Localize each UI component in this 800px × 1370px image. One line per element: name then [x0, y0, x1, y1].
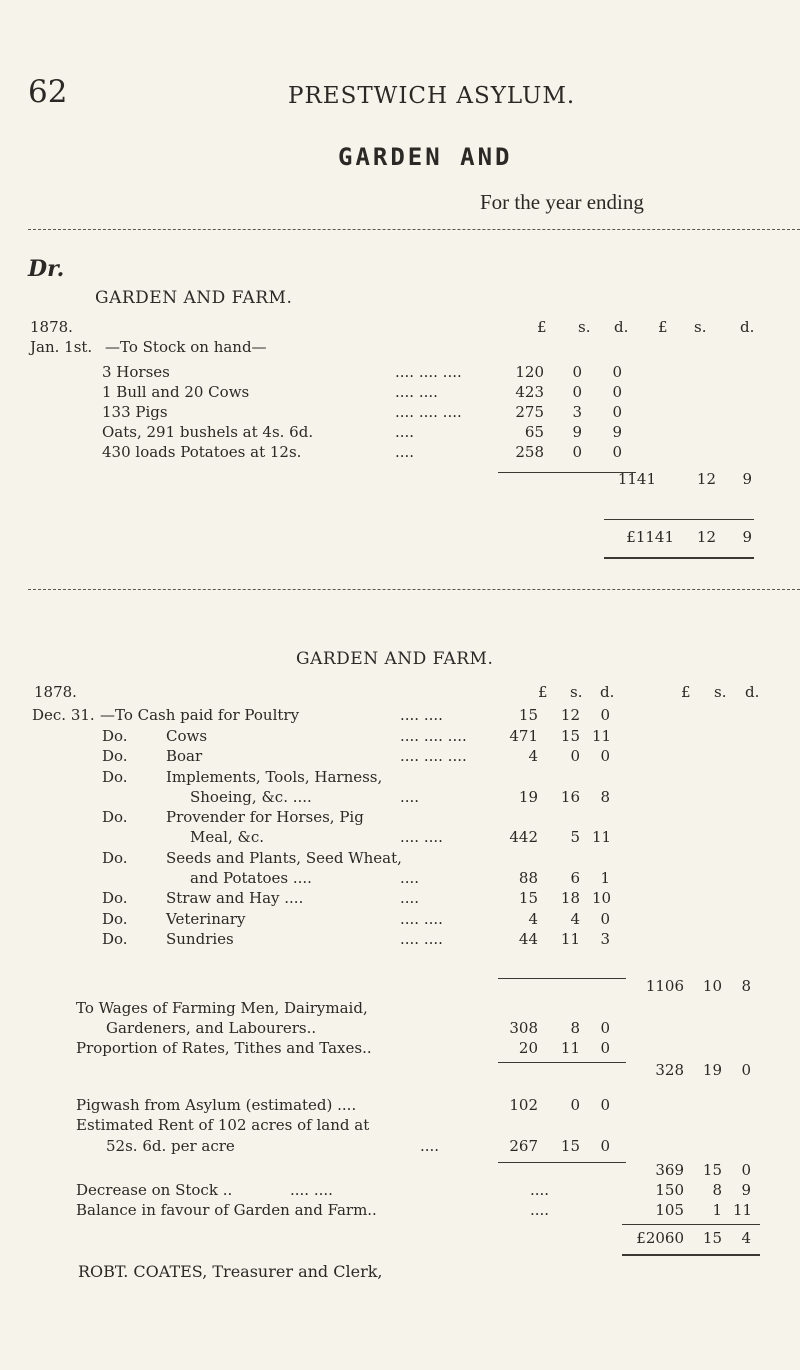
decrease-pounds: 150 — [655, 1181, 684, 1199]
cash-item-dots: .... .... — [400, 706, 443, 724]
debit-mark: Dr. — [28, 256, 65, 282]
cash-item-pounds: 15 — [518, 706, 538, 724]
cash-item-pounds: 44 — [518, 930, 538, 948]
pigwash-pence: 0 — [600, 1096, 610, 1114]
cash-item-prefix: Do. — [102, 930, 128, 948]
cash-item-prefix: Do. — [102, 808, 128, 826]
rent-pence: 0 — [600, 1137, 610, 1155]
wages-label: To Wages of Farming Men, Dairymaid, — [76, 999, 368, 1017]
cash-item-dots: .... — [400, 868, 420, 887]
col-shillings-header-2: s. — [714, 683, 727, 701]
cash-item-dots: .... .... — [400, 930, 443, 948]
cash-item-pence: 11 — [592, 828, 612, 846]
account-title: GARDEN AND — [338, 143, 513, 171]
double-rule — [604, 557, 754, 559]
wages-shillings: 8 — [570, 1019, 580, 1037]
stock-item-dots: .... .... — [395, 383, 438, 401]
cash-item-label: Cows — [166, 726, 208, 745]
stock-item-pounds: 423 — [515, 383, 544, 401]
col-pence-header: d. — [614, 318, 629, 336]
stock-item-pounds: 120 — [515, 363, 544, 381]
stock-item-pounds: 258 — [515, 443, 544, 461]
cash-item-prefix: Do. — [102, 726, 128, 745]
credit-total-pounds: £2060 — [636, 1229, 684, 1247]
cash-item-pounds: 4 — [528, 747, 538, 765]
divider — [28, 229, 800, 230]
debit-total-shillings: 12 — [696, 528, 716, 546]
credit-date: Dec. 31. — [32, 706, 95, 724]
stock-item-pence: 0 — [612, 443, 622, 461]
cash-item-shillings: 4 — [570, 909, 580, 928]
cash-item-label: Sundries — [166, 930, 234, 948]
cash-item-dots: .... .... — [400, 909, 443, 928]
rates-pence: 0 — [600, 1039, 610, 1057]
cash-item-prefix: Do. — [102, 909, 128, 928]
debit-heading: —To Stock on hand— — [105, 338, 267, 356]
credit-title: GARDEN AND FARM. — [296, 649, 494, 669]
col-shillings-header-2: s. — [694, 318, 707, 336]
cash-item-pence: 0 — [600, 706, 610, 724]
subtotal-rule — [498, 1162, 626, 1163]
pigwash-label: Pigwash from Asylum (estimated) .... — [76, 1096, 357, 1114]
col-pounds-header: £ — [537, 318, 547, 336]
pigwash-shillings: 0 — [570, 1096, 580, 1114]
decrease-pence: 9 — [741, 1181, 751, 1199]
cash-item-label-2: and Potatoes .... — [190, 868, 312, 887]
col-shillings-header: s. — [570, 683, 583, 701]
stock-item-pounds: 65 — [524, 423, 544, 441]
debit-subtotal-pounds: 1141 — [617, 470, 656, 488]
col-shillings-header: s. — [578, 318, 591, 336]
cash-item-prefix: Do. — [102, 747, 128, 765]
cash-item-pence: 8 — [600, 787, 610, 806]
credit-total-pence: 4 — [741, 1229, 751, 1247]
cash-item-shillings: 0 — [570, 747, 580, 765]
cash-item-prefix: Do. — [102, 848, 128, 867]
cash-item-pounds: 471 — [509, 726, 538, 745]
wages-subtotal-pence: 0 — [741, 1061, 751, 1079]
rates-pounds: 20 — [518, 1039, 538, 1057]
page-number: 62 — [28, 74, 68, 110]
debit-total-pence: 9 — [742, 528, 752, 546]
col-pence-header-2: d. — [745, 683, 760, 701]
col-pence-header-2: d. — [740, 318, 755, 336]
cash-item-shillings: 16 — [560, 787, 580, 806]
debit-total-pounds: £1141 — [626, 528, 674, 546]
stock-item-pence: 9 — [612, 423, 622, 441]
subtotal-rule — [498, 1062, 626, 1063]
cash-item-label: Veterinary — [166, 909, 246, 928]
cash-item-shillings: 18 — [560, 889, 580, 907]
rates-label: Proportion of Rates, Tithes and Taxes.. — [76, 1039, 372, 1057]
wages-subtotal-pounds: 328 — [655, 1061, 684, 1079]
cash-item-dots: .... .... .... — [400, 747, 467, 765]
cash-item-shillings: 5 — [570, 828, 580, 846]
stock-item-shillings: 0 — [572, 443, 582, 461]
credit-year: 1878. — [34, 683, 77, 701]
stock-item-pence: 0 — [612, 363, 622, 381]
rent-pounds: 267 — [509, 1137, 538, 1155]
stock-item-shillings: 0 — [572, 363, 582, 381]
col-pounds-header: £ — [538, 683, 548, 701]
balance-pence: 11 — [733, 1201, 753, 1219]
wages-label-2: Gardeners, and Labourers.. — [106, 1019, 317, 1037]
cash-item-pence: 1 — [600, 868, 610, 887]
stock-item-dots: .... .... .... — [395, 363, 462, 381]
subtotal-rule — [498, 978, 626, 979]
rent-subtotal-pounds: 369 — [655, 1161, 684, 1179]
cash-item-pence: 11 — [592, 726, 612, 745]
divider — [28, 589, 800, 590]
cash-subtotal-shillings: 10 — [702, 977, 722, 995]
cash-item-pounds: 442 — [509, 828, 538, 846]
cash-item-shillings: 11 — [560, 930, 580, 948]
pigwash-pounds: 102 — [509, 1096, 538, 1114]
rent-shillings: 15 — [560, 1137, 580, 1155]
stock-item-label: 430 loads Potatoes at 12s. — [102, 443, 302, 461]
cash-item-shillings: 6 — [570, 868, 580, 887]
decrease-label: Decrease on Stock .. — [76, 1181, 233, 1199]
debit-title: GARDEN AND FARM. — [95, 288, 293, 308]
credit-total-shillings: 15 — [702, 1229, 722, 1247]
stock-item-pence: 0 — [612, 403, 622, 421]
stock-item-shillings: 9 — [572, 423, 582, 441]
cash-item-pence: 0 — [600, 909, 610, 928]
stock-item-shillings: 0 — [572, 383, 582, 401]
col-pence-header: d. — [600, 683, 615, 701]
debit-year: 1878. — [30, 318, 73, 336]
stock-item-pence: 0 — [612, 383, 622, 401]
double-rule — [622, 1254, 760, 1256]
stock-item-dots: .... — [395, 423, 415, 441]
cash-item-pence: 0 — [600, 747, 610, 765]
cash-item-prefix: Do. — [102, 767, 128, 786]
wages-pounds: 308 — [509, 1019, 538, 1037]
rent-subtotal-pence: 0 — [741, 1161, 751, 1179]
cash-item-pounds: 19 — [518, 787, 538, 806]
cash-item-dots: .... — [400, 889, 420, 907]
col-pounds-header-2: £ — [658, 318, 668, 336]
cash-item-label: Boar — [166, 747, 203, 765]
cash-item-shillings: 15 — [560, 726, 580, 745]
cash-item-dots: .... .... — [400, 828, 443, 846]
cash-item-dots: .... — [400, 787, 420, 806]
cash-item-pounds: 15 — [518, 889, 538, 907]
stock-item-dots: .... — [395, 443, 415, 461]
balance-shillings: 1 — [712, 1201, 722, 1219]
cash-item-label: Seeds and Plants, Seed Wheat, — [166, 848, 402, 867]
rates-shillings: 11 — [560, 1039, 580, 1057]
decrease-mid-dots: .... — [530, 1181, 550, 1199]
stock-item-label: 133 Pigs — [102, 403, 168, 421]
stock-item-label: 3 Horses — [102, 363, 170, 381]
cash-item-pence: 3 — [600, 930, 610, 948]
rent-dots: .... — [420, 1137, 440, 1155]
decrease-dots: .... .... — [290, 1181, 333, 1199]
stock-item-label: Oats, 291 bushels at 4s. 6d. — [102, 423, 314, 441]
debit-date: Jan. 1st. — [30, 338, 93, 356]
running-head: PRESTWICH ASYLUM. — [288, 83, 576, 109]
stock-item-label: 1 Bull and 20 Cows — [102, 383, 250, 401]
cash-item-label: —To Cash paid for Poultry — [100, 706, 300, 724]
cash-item-label-2: Shoeing, &c. .... — [190, 787, 312, 806]
balance-label: Balance in favour of Garden and Farm.. — [76, 1201, 377, 1219]
stock-item-pounds: 275 — [515, 403, 544, 421]
wages-subtotal-shillings: 19 — [702, 1061, 722, 1079]
rent-label: Estimated Rent of 102 acres of land at — [76, 1116, 370, 1134]
cash-item-pounds: 88 — [518, 868, 538, 887]
rent-subtotal-shillings: 15 — [702, 1161, 722, 1179]
account-subtitle: For the year ending — [480, 190, 644, 214]
cash-item-prefix: Do. — [102, 889, 128, 907]
cash-subtotal-pence: 8 — [741, 977, 751, 995]
total-rule — [622, 1224, 760, 1225]
cash-item-label: Provender for Horses, Pig — [166, 808, 364, 826]
stock-item-shillings: 3 — [572, 403, 582, 421]
balance-mid-dots: .... — [530, 1201, 550, 1219]
cash-item-label: Straw and Hay .... — [166, 889, 304, 907]
stock-item-dots: .... .... .... — [395, 403, 462, 421]
rent-label-2: 52s. 6d. per acre — [106, 1137, 235, 1155]
debit-subtotal-shillings: 12 — [696, 470, 716, 488]
cash-item-label: Implements, Tools, Harness, — [166, 767, 383, 786]
cash-item-pence: 10 — [592, 889, 612, 907]
cash-item-dots: .... .... .... — [400, 726, 467, 745]
cash-item-pounds: 4 — [528, 909, 538, 928]
cash-item-label-2: Meal, &c. — [190, 828, 265, 846]
balance-pounds: 105 — [655, 1201, 684, 1219]
col-pounds-header-2: £ — [681, 683, 691, 701]
treasurer-signature: ROBT. COATES, Treasurer and Clerk, — [78, 1262, 383, 1281]
decrease-shillings: 8 — [712, 1181, 722, 1199]
cash-item-shillings: 12 — [560, 706, 580, 724]
wages-pence: 0 — [600, 1019, 610, 1037]
total-rule — [604, 519, 754, 520]
cash-subtotal-pounds: 1106 — [645, 977, 684, 995]
debit-subtotal-pence: 9 — [742, 470, 752, 488]
